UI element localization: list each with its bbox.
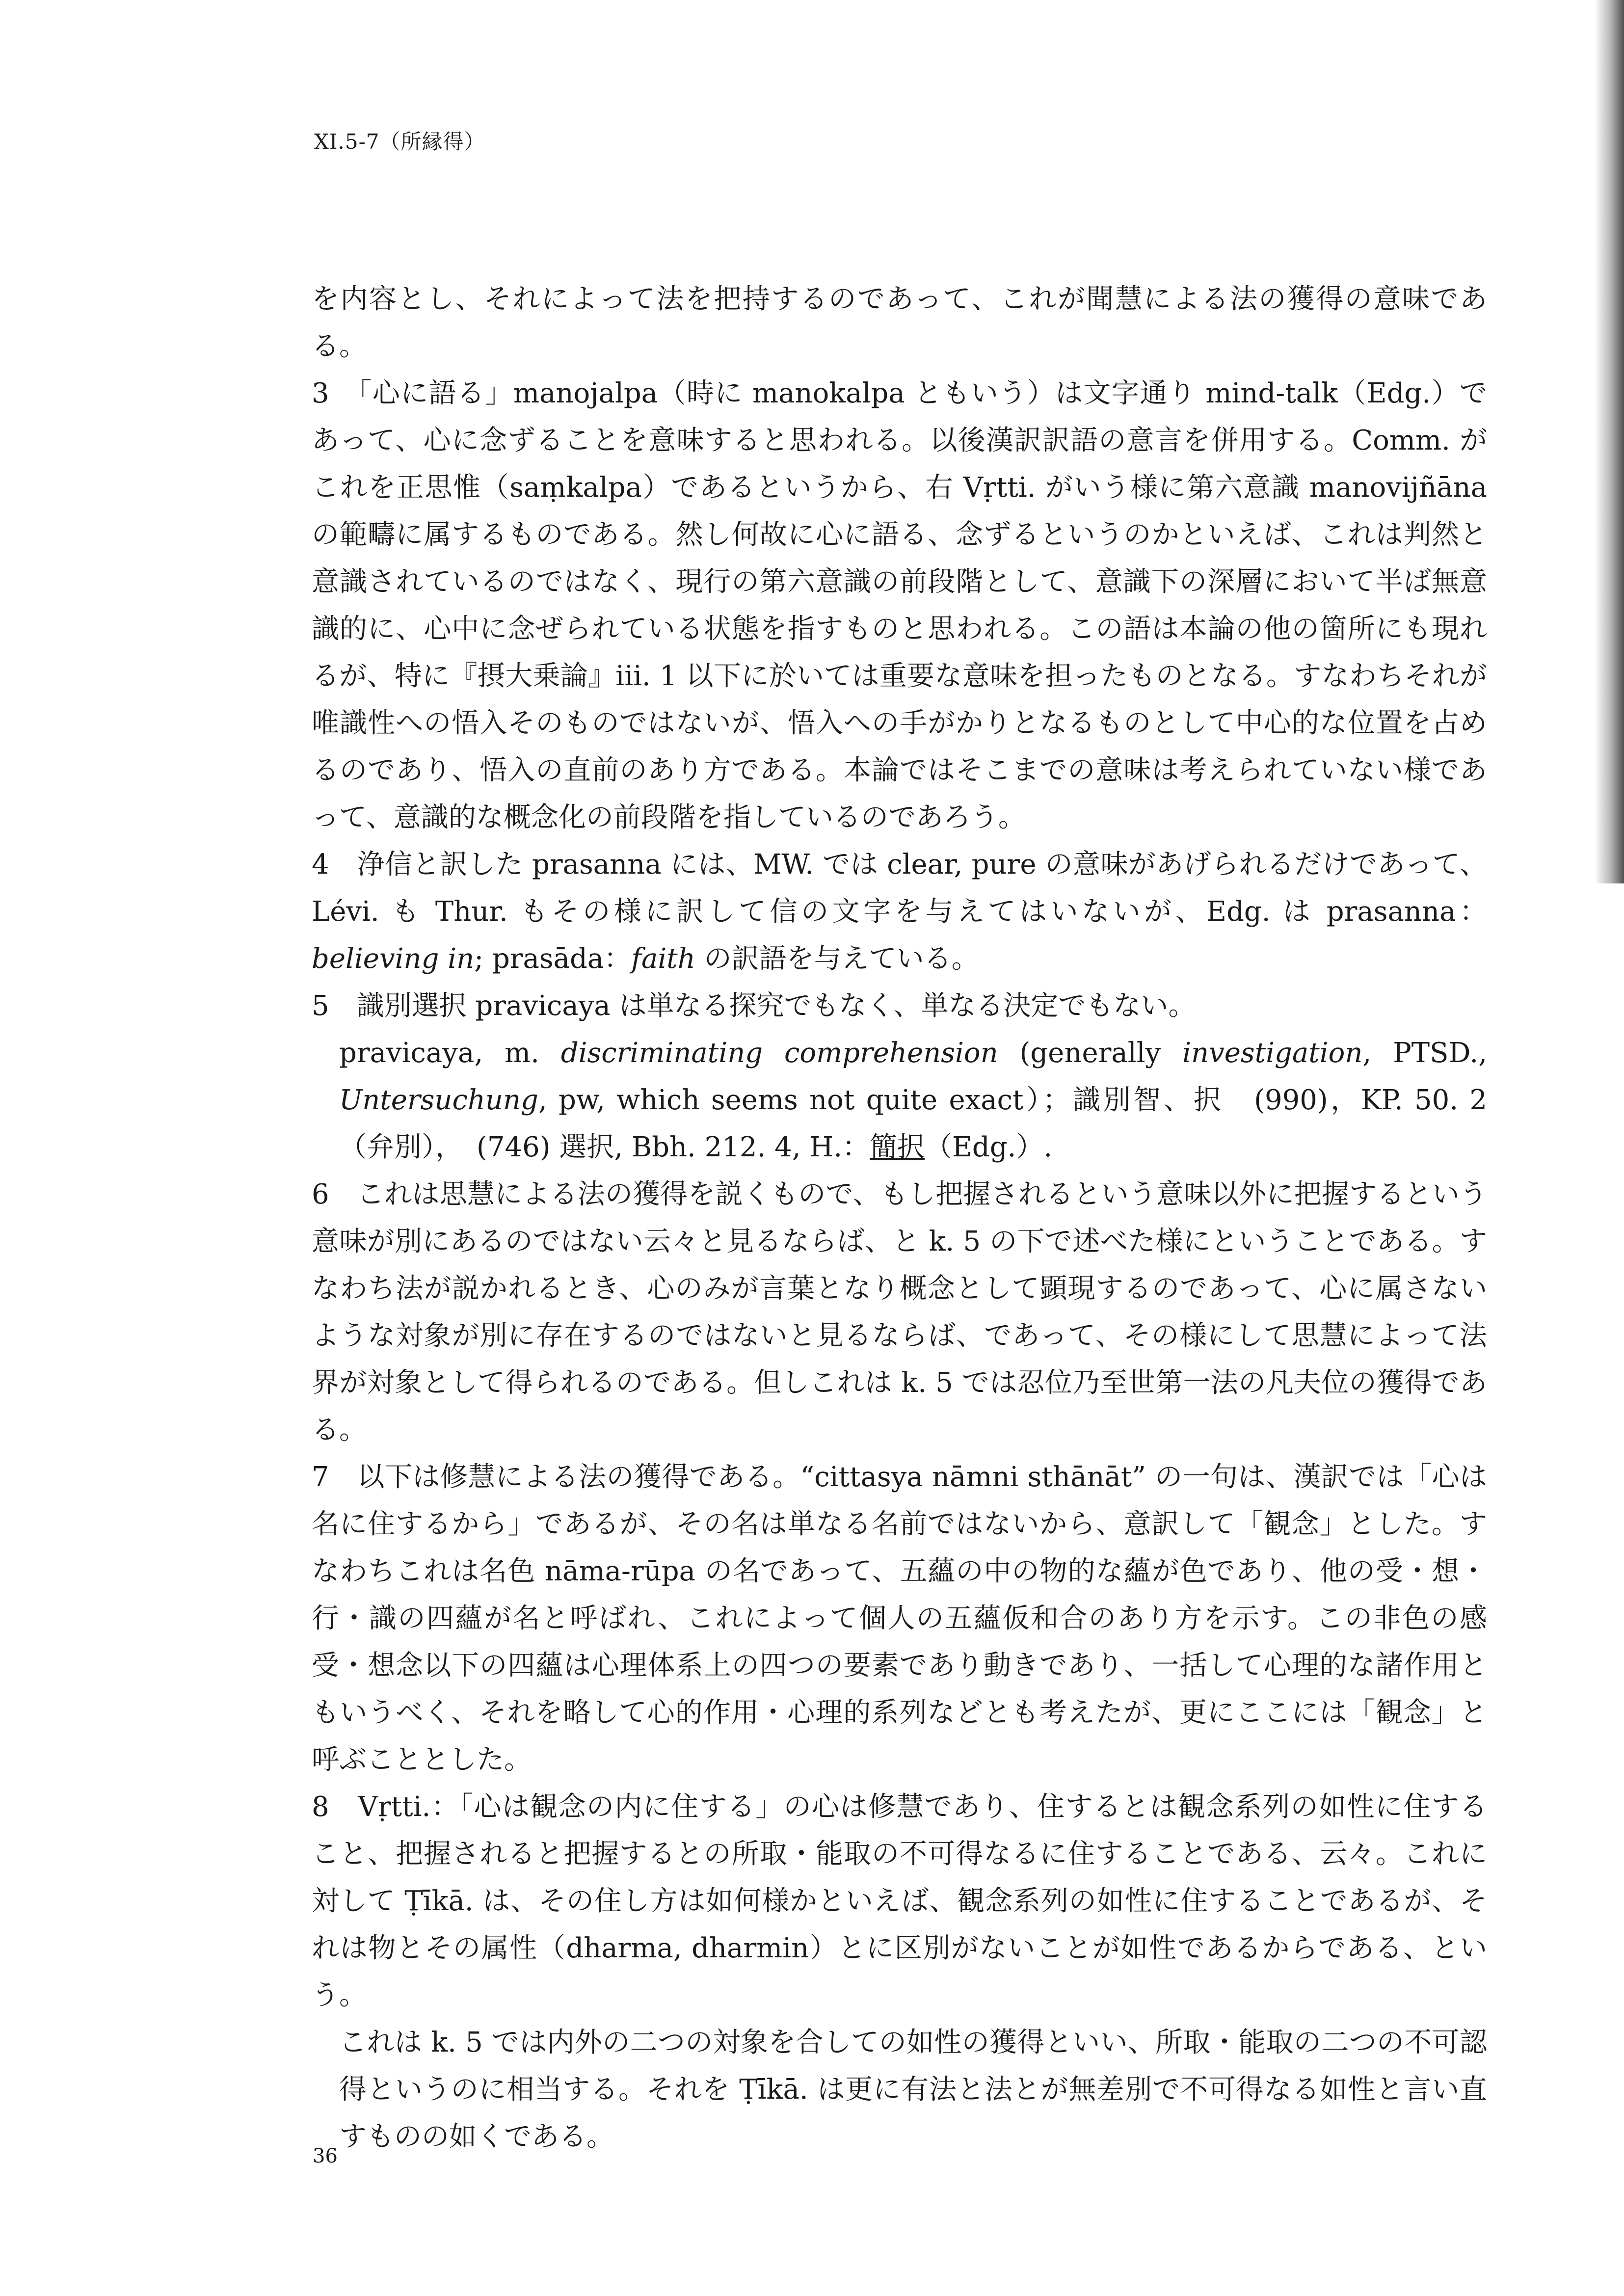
note-5-definition: pravicaya, m. discriminating comprehension (generally investigation, PTSD., Untersuchung, pw, which seems not quite exact）；識別智、択 (990)，KP. 50. 2（弁別）， (746) 選択, Bbh. 212. 4, H.：簡択（Edg.）. bbox=[339, 1037, 1487, 1163]
note-4: 4 浄信と訳した prasanna には、MW. では clear, pure の意味があげられるだけであって、Lévi. も Thur. もその様に訳して信の文字を与えてはいないが、Edg. は prasanna：believing in; prasāda：faith の訳語を与えている。 bbox=[312, 849, 1487, 975]
page-number: 36 bbox=[313, 2145, 338, 2167]
note-5: 5 識別選択 pravicaya は単なる探究でもなく、単なる決定でもない。 bbox=[312, 990, 1196, 1022]
note-8-continuation: これは k. 5 では内外の二つの対象を合しての如性の獲得といい、所取・能取の二つの不可認得というのに相当する。それを Ṭīkā. は更に有法と法とが無差別で不可得なる如性と言い直すものの如くである。 bbox=[339, 2027, 1488, 2153]
note-6: 6 これは思慧による法の獲得を説くもので、もし把握されるという意味以外に把握するという意味が別にあるのではない云々と見るならば、と k. 5 の下で述べた様にということである。すなわち法が説かれるとき、心のみが言葉となり概念として顕現するのであって、心に属さないような対象が別に存在するのではないと見るならば、であって、その様にして思慧によって法界が対象として得られるのである。但しこれは k. 5 では忍位乃至世第一法の凡夫位の獲得である。 bbox=[312, 1178, 1487, 1446]
note-8: 8 Vṛtti.：「心は観念の内に住する」の心は修慧であり、住するとは観念系列の如性に住すること、把握されると把握するとの所取・能取の不可得なるに住することである、云々。これに対して Ṭīkā. は、その住し方は如何様かといえば、観念系列の如性に住することであるが、それは物とその属性（dharma, dharmin）とに区別がないことが如性であるからである、という。 bbox=[312, 1791, 1487, 2011]
note-3: 3 「心に語る」manojalpa（時に manokalpa ともいう）は文字通り mind-talk（Edg.）であって、心に念ずることを意味すると思われる。以後漢訳訳語の意言を併用する。Comm. がこれを正思惟（saṃkalpa）であるというから、右 Vṛtti. がいう様に第六意識 manovijñāna の範疇に属するものである。然し何故に心に語る、念ずるというのかといえば、これは判然と意識されているのではなく、現行の第六意識の前段階として、意識下の深層において半ば無意識的に、心中に念ぜられている状態を指すものと思われる。この語は本論の他の箇所にも現れるが、特に『摂大乗論』iii. 1 以下に於いては重要な意味を担ったものとなる。すなわちそれが唯識性への悟入そのものではないが、悟入への手がかりとなるものとして中心的な位置を占めるのであり、悟入の直前のあり方である。本論ではそこまでの意味は考えられていない様であって、意識的な概念化の前段階を指しているのであろう。 bbox=[312, 377, 1487, 833]
note-7: 7 以下は修慧による法の獲得である。“cittasya nāmni sthānāt” の一句は、漢訳では「心は名に住するから」であるが、その名は単なる名前ではないから、意訳して「観念」とした。すなわちこれは名色 nāma-rūpa の名であって、五蘊の中の物的な蘊が色であり、他の受・想・行・識の四蘊が名と呼ばれ、これによって個人の五蘊仮和合のあり方を示す。この非色の感受・想念以下の四蘊は心理体系上の四つの要素であり動きであり、一括して心理的な諸作用ともいうべく、それを略して心的作用・心理的系列などとも考えたが、更にここには「観念」と呼ぶこととした。 bbox=[312, 1461, 1487, 1776]
paragraph-continuation: を内容とし、それによって法を把持するのであって、これが聞慧による法の獲得の意味である。 bbox=[312, 283, 1487, 362]
running-head: XI.5-7（所縁得） bbox=[314, 130, 485, 154]
body-text bbox=[312, 276, 1487, 2161]
scan-edge-shadow bbox=[1595, 0, 1624, 883]
